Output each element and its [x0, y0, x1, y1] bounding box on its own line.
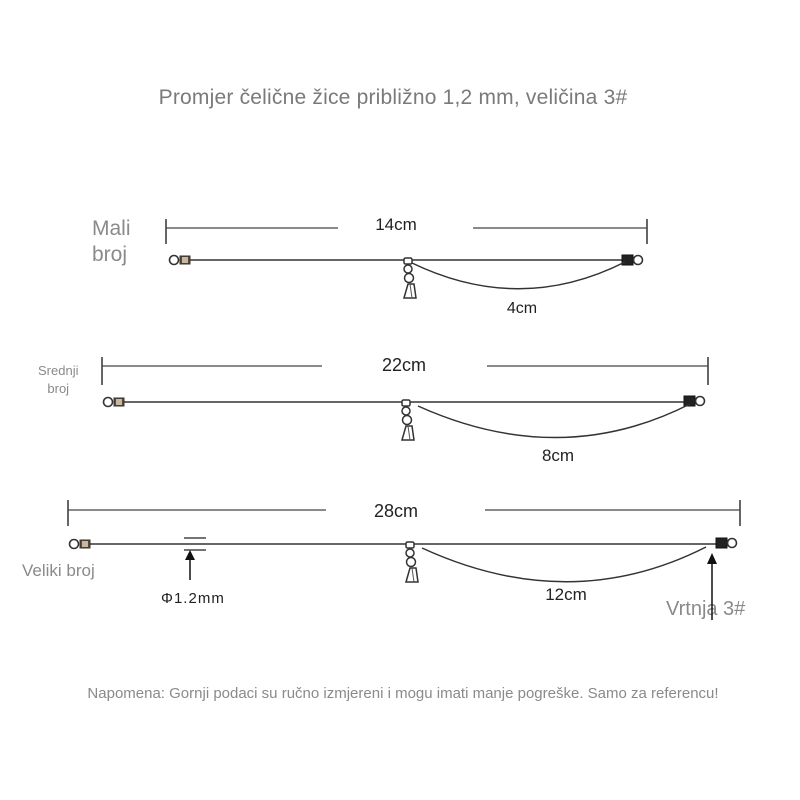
swivel-label: Vrtnja 3# [666, 598, 746, 620]
large-length-label: 28cm [373, 501, 419, 521]
large-branch-label: 12cm [545, 585, 587, 604]
small-branch-label: 4cm [506, 300, 538, 317]
medium-branch-label: 8cm [541, 446, 575, 465]
footnote: Napomena: Gornji podaci su ručno izmjereni i mogu imati manje pogreške. Samo za referencu! [87, 685, 719, 702]
small-size-label-line2: broj [92, 243, 128, 266]
wire-diameter-label: Φ1.2mm [161, 590, 225, 607]
small-rig [166, 215, 647, 317]
large-size-label: Veliki broj [22, 561, 95, 580]
medium-size-label-line2: broj [47, 381, 70, 396]
small-length-label: 14cm [375, 215, 417, 234]
medium-length-label: 22cm [381, 355, 427, 375]
large-rig [68, 500, 740, 620]
medium-rig [102, 355, 708, 465]
medium-size-label-line1: Srednji [38, 363, 79, 378]
small-size-label-line1: Mali [92, 217, 131, 240]
diagram-title: Promjer čelične žice približno 1,2 mm, veličina 3# [158, 86, 628, 109]
